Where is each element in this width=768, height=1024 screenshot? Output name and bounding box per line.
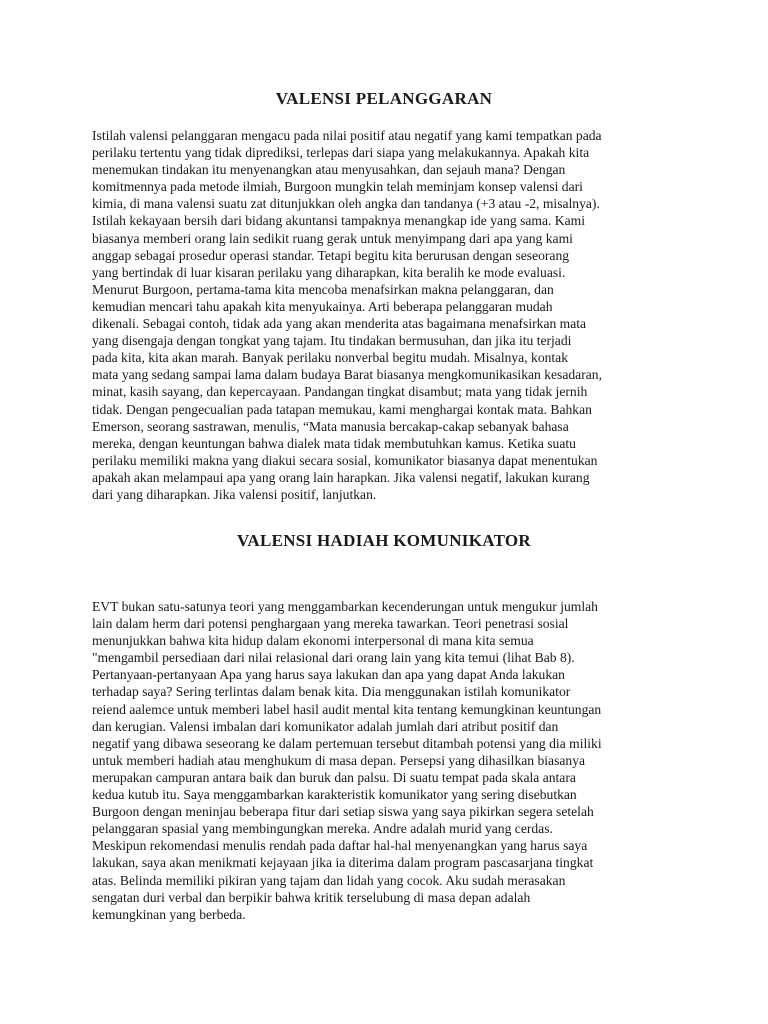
- body-line: komitmennya pada metode ilmiah, Burgoon mungkin telah meminjam konsep valensi dari: [92, 179, 583, 195]
- section-body-valensi-pelanggaran: [92, 127, 692, 503]
- body-line: perilaku memiliki makna yang diakui secara sosial, komunikator biasanya dapat menentukan: [92, 452, 598, 468]
- body-line: "mengambil persediaan dari nilai relasional dari orang lain yang kita temui (lihat Bab 8).: [92, 650, 575, 666]
- body-line: mata yang sedang sampai lama dalam budaya Barat biasanya mengkomunikasikan kesadaran,: [92, 367, 602, 383]
- body-line: minat, kasih sayang, dan kepercayaan. Pandangan tingkat disambut; mata yang tidak jernih: [92, 384, 588, 400]
- body-line: Menurut Burgoon, pertama-tama kita mencoba menafsirkan makna pelanggaran, dan: [92, 281, 554, 297]
- body-line: menunjukkan bahwa kita hidup dalam ekonomi interpersonal di mana kita semua: [92, 633, 534, 649]
- body-line: pada kita, kita akan marah. Banyak perilaku nonverbal begitu mudah. Misalnya, kontak: [92, 350, 569, 366]
- body-line: dari yang diharapkan. Jika valensi positif, lanjutkan.: [92, 486, 377, 502]
- body-line: atas. Belinda memiliki pikiran yang tajam dan lidah yang cocok. Aku sudah merasakan: [92, 872, 566, 888]
- body-line: yang disengaja dengan tongkat yang tajam. Itu tindakan bermusuhan, dan jika itu terjadi: [92, 333, 572, 349]
- body-line: Meskipun rekomendasi menulis rendah pada daftar hal-hal menyenangkan yang harus saya: [92, 838, 588, 854]
- body-line: Burgoon dengan meninjau beberapa fitur dari setiap siswa yang saya pikirkan segera setelah: [92, 804, 594, 820]
- body-line: biasanya memberi orang lain sedikit ruang gerak untuk menyimpang dari apa yang kami: [92, 230, 573, 246]
- body-line: dan kerugian. Valensi imbalan dari komunikator adalah jumlah dari atribut positif dan: [92, 718, 559, 734]
- body-line: menemukan tindakan itu menyenangkan atau menyusahkan, dan sejauh mana? Dengan: [92, 162, 566, 178]
- body-line: terhadap saya? Sering terlintas dalam benak kita. Dia menggunakan istilah komunikator: [92, 684, 571, 700]
- body-line: EVT bukan satu-satunya teori yang menggambarkan kecenderungan untuk mengukur jumlah: [92, 599, 598, 614]
- section-heading-valensi-pelanggaran: VALENSI PELANGGARAN: [275, 89, 493, 108]
- body-line: yang bertindak di luar kisaran perilaku yang diharapkan, kita beralih ke mode evaluasi.: [92, 264, 566, 280]
- body-line: kimia, di mana valensi suatu zat ditunjukkan oleh angka dan tandanya (+3 atau -2, misalnya).: [92, 196, 600, 212]
- body-line: perilaku tertentu yang tidak diprediksi, terlepas dari siapa yang melakukannya. Apakah kita: [92, 145, 590, 161]
- body-line: apakah akan melampaui apa yang orang lain harapkan. Jika valensi negatif, lakukan kurang: [92, 469, 590, 485]
- body-line: lakukan, saya akan menikmati kejayaan jika ia diterima dalam program pascasarjana tingkat: [92, 855, 594, 871]
- body-line: sengatan duri verbal dan berpikir bahwa kritik terselubung di masa depan adalah: [92, 889, 531, 905]
- body-line: lain dalam herm dari potensi penghargaan yang mereka tawarkan. Teori penetrasi sosial: [92, 616, 569, 632]
- body-line: merupakan campuran antara baik dan buruk dan palsu. Di suatu tempat pada skala antara: [92, 769, 576, 785]
- body-line: dikenali. Sebagai contoh, tidak ada yang akan menderita atas bagaimana menafsirkan mata: [92, 316, 587, 332]
- body-line: reiend aalemce untuk memberi label hasil audit mental kita tentang kemungkinan keuntungan: [92, 701, 602, 717]
- body-line: tidak. Dengan pengecualian pada tatapan memukau, kami menghargai kontak mata. Bahkan: [92, 401, 592, 417]
- body-line: mereka, dengan keuntungan bahwa dialek mata tidak membutuhkan kamus. Ketika suatu: [92, 435, 576, 451]
- body-line: negatif yang dibawa seseorang ke dalam pertemuan tersebut ditambah potensi yang dia miliki: [92, 735, 602, 751]
- body-line: untuk memberi hadiah atau menghukum di masa depan. Persepsi yang dihasilkan biasanya: [92, 752, 586, 768]
- section-heading-valensi-hadiah-komunikator: VALENSI HADIAH KOMUNIKATOR: [236, 531, 531, 550]
- body-line: anggap sebagai prosedur operasi standar. Tetapi begitu kita berurusan dengan seseorang: [92, 247, 570, 263]
- body-line: Emerson, seorang sastrawan, menulis, “Mata manusia bercakap-cakap sebanyak bahasa: [92, 418, 569, 434]
- section-body-valensi-hadiah-komunikator: [92, 598, 692, 923]
- body-line: pelanggaran spasial yang membingungkan mereka. Andre adalah murid yang cerdas.: [92, 821, 553, 837]
- body-line: kemudian mencari tahu apakah kita menyukainya. Arti beberapa pelanggaran mudah: [92, 298, 553, 314]
- body-line: Pertanyaan-pertanyaan Apa yang harus saya lakukan dan apa yang dapat Anda lakukan: [92, 667, 565, 683]
- body-line: Istilah kekayaan bersih dari bidang akuntansi tampaknya menangkap ide yang sama. Kami: [92, 213, 585, 229]
- body-line: kemungkinan yang berbeda.: [92, 906, 246, 922]
- body-line: kedua kutub itu. Saya menggambarkan karakteristik komunikator yang sering disebutkan: [92, 787, 577, 803]
- body-line: Istilah valensi pelanggaran mengacu pada nilai positif atau negatif yang kami tempatkan pada: [92, 128, 602, 143]
